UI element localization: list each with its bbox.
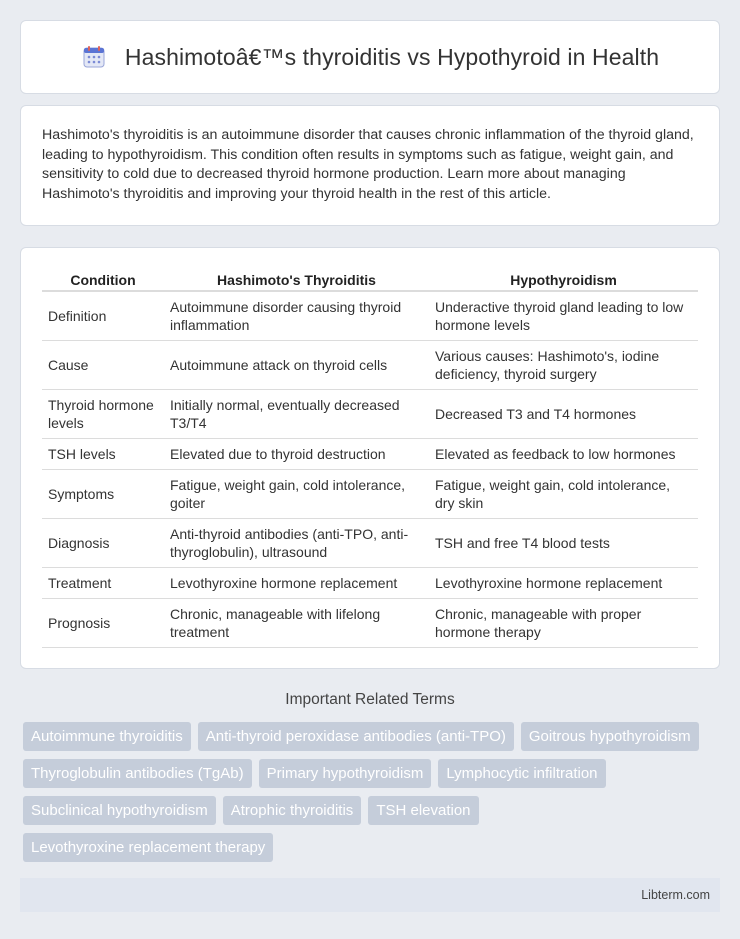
comparison-table-card [20, 247, 720, 669]
footer-brand-link[interactable]: Libterm.com [641, 888, 710, 902]
related-term-tag[interactable]: Subclinical hypothyroidism [23, 796, 216, 825]
row-condition: Treatment [42, 568, 164, 599]
row-condition: Definition [42, 292, 164, 341]
row-hypothyroidism: Underactive thyroid gland leading to low hormone levels [429, 292, 698, 341]
header-hypothyroidism: Hypothyroidism [429, 268, 698, 292]
row-hashimoto: Autoimmune disorder causing thyroid inflammation [164, 292, 429, 341]
related-term-tag[interactable]: Atrophic thyroiditis [223, 796, 362, 825]
comparison-table [42, 268, 698, 648]
table-row [42, 341, 698, 390]
row-hypothyroidism: Various causes: Hashimoto's, iodine deficiency, thyroid surgery [429, 341, 698, 390]
row-hashimoto: Levothyroxine hormone replacement [164, 568, 429, 599]
row-hypothyroidism: Elevated as feedback to low hormones [429, 439, 698, 470]
row-condition: Thyroid hormone levels [42, 390, 164, 439]
header-hashimoto: Hashimoto's Thyroiditis [164, 268, 429, 292]
table-row [42, 439, 698, 470]
header-card [20, 20, 720, 94]
footer [20, 878, 720, 912]
row-hashimoto: Initially normal, eventually decreased T3/T4 [164, 390, 429, 439]
row-hypothyroidism: Decreased T3 and T4 hormones [429, 390, 698, 439]
intro-text: Hashimoto's thyroiditis is an autoimmune disorder that causes chronic inflammation of the thyroid gland, leading to hypothyroidism. This condition often results in symptoms such as fatigue, weight gain, and sensitivity to cold due to decreased thyroid hormone production. Learn more about managing Hashimoto's thyroiditis and improving your thyroid health in the rest of this article. [42, 127, 694, 202]
related-terms-list [20, 722, 720, 862]
table-header-row [42, 268, 698, 292]
related-term-tag[interactable]: Goitrous hypothyroidism [521, 722, 699, 751]
row-hashimoto: Chronic, manageable with lifelong treatment [164, 599, 429, 648]
row-hypothyroidism: TSH and free T4 blood tests [429, 519, 698, 568]
page-title: Hashimotoâ€™s thyroiditis vs Hypothyroid in Health [124, 43, 660, 70]
related-term-tag[interactable]: Levothyroxine replacement therapy [23, 833, 273, 862]
related-term-tag[interactable]: Lymphocytic infiltration [438, 759, 605, 788]
row-condition: Cause [42, 341, 164, 390]
table-row [42, 599, 698, 648]
row-hashimoto: Fatigue, weight gain, cold intolerance, goiter [164, 470, 429, 519]
calendar-icon [81, 44, 107, 70]
row-condition: Diagnosis [42, 519, 164, 568]
row-hashimoto: Autoimmune attack on thyroid cells [164, 341, 429, 390]
table-row [42, 292, 698, 341]
row-hypothyroidism: Fatigue, weight gain, cold intolerance, dry skin [429, 470, 698, 519]
related-term-tag[interactable]: Anti-thyroid peroxidase antibodies (anti-TPO) [198, 722, 514, 751]
row-hashimoto: Anti-thyroid antibodies (anti-TPO, anti-thyroglobulin), ultrasound [164, 519, 429, 568]
row-hypothyroidism: Chronic, manageable with proper hormone therapy [429, 599, 698, 648]
table-row [42, 519, 698, 568]
header-condition: Condition [42, 268, 164, 292]
row-condition: Prognosis [42, 599, 164, 648]
row-condition: TSH levels [42, 439, 164, 470]
table-row [42, 470, 698, 519]
table-row [42, 568, 698, 599]
related-terms-title: Important Related Terms [285, 691, 455, 708]
related-term-tag[interactable]: TSH elevation [368, 796, 478, 825]
row-hypothyroidism: Levothyroxine hormone replacement [429, 568, 698, 599]
related-term-tag[interactable]: Primary hypothyroidism [259, 759, 432, 788]
row-condition: Symptoms [42, 470, 164, 519]
related-term-tag[interactable]: Autoimmune thyroiditis [23, 722, 191, 751]
related-term-tag[interactable]: Thyroglobulin antibodies (TgAb) [23, 759, 252, 788]
intro-card [20, 105, 720, 226]
table-row [42, 390, 698, 439]
row-hashimoto: Elevated due to thyroid destruction [164, 439, 429, 470]
